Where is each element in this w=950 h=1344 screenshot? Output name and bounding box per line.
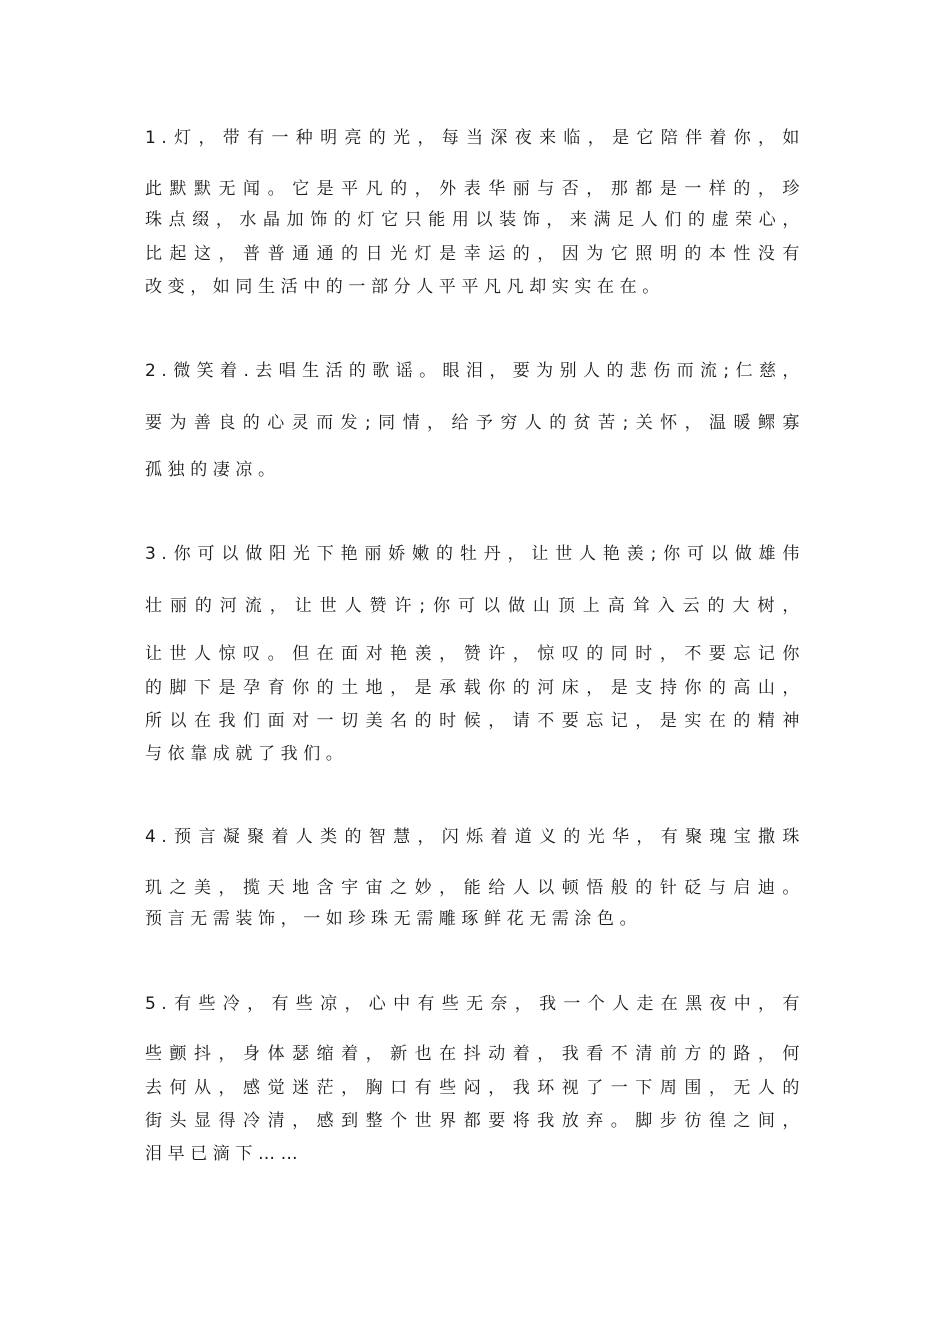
paragraph-1-line-5: 改变，如同生活中的一部分人平平凡凡却实实在在。: [145, 277, 665, 297]
paragraph-3-line-4: 的脚下是孕育你的土地，是承载你的河床，是支持你的高山，: [145, 678, 805, 698]
paragraph-4-line-1: 4.预言凝聚着人类的智慧，闪烁着道义的光华，有聚瑰宝撒珠: [145, 827, 805, 847]
paragraph-5-line-4: 街头显得冷清，感到整个世界都要将我放弃。脚步彷徨之间，: [145, 1111, 805, 1131]
paragraph-3-line-1: 3.你可以做阳光下艳丽娇嫩的牡丹，让世人艳羡;你可以做雄伟: [145, 544, 805, 564]
paragraph-1-line-1: 1.灯，带有一种明亮的光，每当深夜来临，是它陪伴着你，如: [145, 128, 805, 148]
paragraph-3-line-5: 所以在我们面对一切美名的时候，请不要忘记，是实在的精神: [145, 711, 805, 731]
paragraph-1-line-3: 珠点缀，水晶加饰的灯它只能用以装饰，来满足人们的虚荣心，: [145, 210, 805, 230]
paragraph-5-line-2: 些颤抖，身体瑟缩着，新也在抖动着，我看不清前方的路，何: [145, 1044, 805, 1064]
paragraph-5-line-5: 泪早已滴下……: [145, 1144, 304, 1164]
paragraph-5-line-3: 去何从，感觉迷茫，胸口有些闷，我环视了一下周围，无人的: [145, 1078, 805, 1098]
paragraph-5-line-1: 5.有些冷，有些凉，心中有些无奈，我一个人走在黑夜中，有: [145, 994, 805, 1014]
paragraph-1-line-4: 比起这，普普通通的日光灯是幸运的，因为它照明的本性没有: [145, 244, 805, 264]
paragraph-4-line-2: 玑之美，揽天地含宇宙之妙，能给人以顿悟般的针砭与启迪。: [145, 878, 805, 898]
paragraph-4-line-3: 预言无需装饰，一如珍珠无需雕琢鲜花无需涂色。: [145, 909, 643, 929]
paragraph-3-line-2: 壮丽的河流，让世人赞许;你可以做山顶上高耸入云的大树，: [145, 596, 805, 616]
paragraph-3-line-3: 让世人惊叹。但在面对艳羡，赞许，惊叹的同时，不要忘记你: [145, 644, 805, 664]
paragraph-2-line-3: 孤独的凄凉。: [145, 460, 281, 480]
paragraph-2-line-2: 要为善良的心灵而发;同情，给予穷人的贫苦;关怀，温暖鳏寡: [145, 413, 805, 433]
paragraph-2-line-1: 2.微笑着.去唱生活的歌谣。眼泪，要为别人的悲伤而流;仁慈，: [145, 361, 805, 381]
paragraph-3-line-6: 与依靠成就了我们。: [145, 744, 349, 764]
paragraph-1-line-2: 此默默无闻。它是平凡的，外表华丽与否，那都是一样的，珍: [145, 179, 805, 199]
